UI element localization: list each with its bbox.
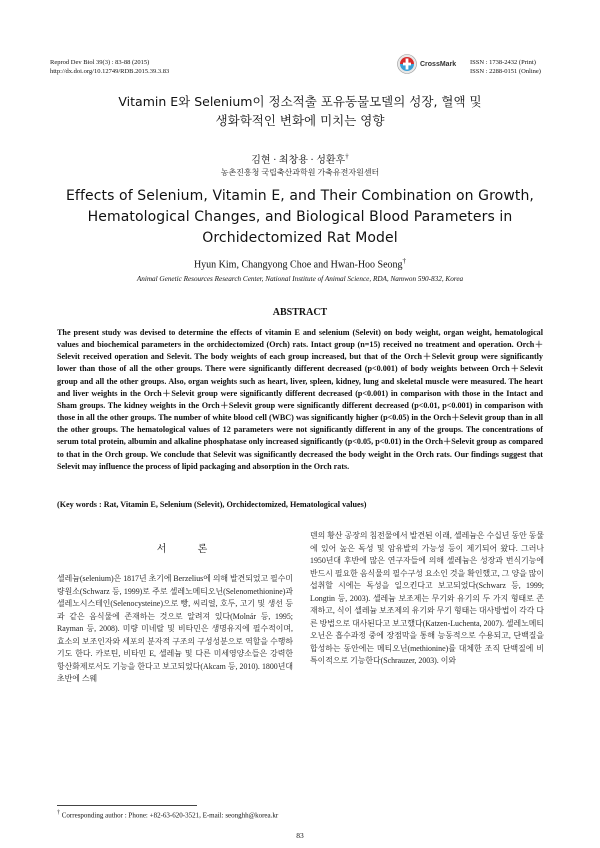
english-affiliation: Animal Genetic Resources Research Center, National Institute of Animal Science, RDA, Namwon 590-832, Korea	[136, 275, 464, 283]
crossmark-icon	[397, 54, 417, 74]
journal-header	[50, 58, 169, 76]
footnote-dagger: †	[57, 810, 60, 816]
footnote-text: Corresponding author : Phone: +82-63-620-3521, E-mail: seonghh@korea.kr	[60, 811, 279, 820]
corresponding-author-footnote	[57, 810, 278, 819]
english-authors	[50, 257, 550, 270]
keywords: (Key words : Rat, Vitamin E, Selenium (Selevit), Orchidectomized, Hematological values)	[57, 500, 367, 509]
korean-author-names: 김현 · 최창용 · 성환후	[251, 155, 346, 166]
page-number: 83	[296, 831, 304, 840]
korean-authors	[50, 151, 550, 166]
section-heading-introduction: 서 론	[156, 544, 222, 555]
issn-print: ISSN : 1738-2432 (Print)	[470, 59, 536, 66]
english-author-names: Hyun Kim, Changyong Choe and Hwan-Hoo Seong	[193, 259, 403, 271]
issn-online: ISSN : 2288-0151 (Online)	[470, 68, 541, 75]
korean-title-line-1: Vitamin E와 Selenium이 정소적출 포유동물모델의 성장, 혈액 및	[118, 94, 482, 109]
crossmark-badge[interactable]	[397, 54, 456, 74]
body-column-left: 셀레늄(selenium)은 1817년 초기에 Berzelius에 의해 발견되었고 필수미량원소(Schwarz 등, 1999)로 주로 셀레노메티오닌(Selenomethionine)과 셀레노시스테인(Selenocysteine)으로 빵, 씨리얼, 호두, 고기 및 생선 등과 같은 음식물에 존재하는 것으로 알려져 있다(Molnár 등, 1995; Rayman 등, 2008). 미량 미네랄 및 비타민은 생명유지에 필수적이며, 효소의 보조인자와 세포의 분자적 구조의 구성성분으로 역할을 수행하기도 한다. 카로틴, 비타민 E, 셀레늄 및 다른 미세영양소들은 강력한 항산화제로서도 기능을 한다고 보고되었다(Akcam 등, 2010). 1800년대 초반에 스웨	[57, 574, 293, 683]
abstract-heading: ABSTRACT	[272, 307, 328, 318]
doi-link[interactable]: http://dx.doi.org/10.12749/RDB.2015.39.3.83	[50, 68, 170, 75]
abstract-text: The present study was devised to determine the effects of vitamin E and selenium (Selevit) on body weight, organ weight, hematological values and biochemical parameters in the orchidectomized (Orch) rats. Intact group (n=15) received no treatment and operation. Orch＋Selevit received operation and Selevit. The body weights of each group increased, but that of the Orch＋Selevit group were significantly lower than those of all the other groups. There were significantly different decreased (p<0.001) of body weights between Orch＋Selevit group and all the other groups. Also, organ weights such as heart, liver, spleen, kidney, lung and skeletal muscle were measured. The heart and liver weights in the Orch＋Selevit group were significantly different decreased (p<0.001) in comparison with those in the Intact and Sham groups. The kidney weights in the Orch＋Selevit group were significantly different decreased (p<0.01, p<0.001) in comparison with those in all the other groups. The number of white blood cell (WBC) was significantly higher (p<0.05) in the Orch＋Selevit group than in all the other groups. The hematological values of 12 parameters were not significantly different in any of the groups. The concentrations of serum total protein, albumin and alkaline phosphatase only increased significantly (p<0.05, p<0.01) in the Orch＋Selevit group as compared to that in the Orch group. We conclude that Selevit was significantly decreased the body weight in the Orch rats. Our findings suggest that Selevit may influence the process of lipid packaging and absorption in the Orch rats.	[57, 328, 543, 471]
korean-affiliation: 농촌진흥청 국립축산과학원 가축유전자원센터	[220, 168, 380, 177]
english-title-line-3: Orchidectomized Rat Model	[202, 230, 398, 246]
english-author-dagger: †	[402, 257, 407, 265]
korean-author-dagger: †	[345, 152, 349, 161]
footnote-divider	[57, 805, 197, 806]
crossmark-label: CrossMark	[420, 60, 457, 68]
korean-title-line-2: 생화학적인 변화에 미치는 영향	[215, 113, 385, 128]
english-title-line-1: Effects of Selenium, Vitamin E, and Their Combination on Growth,	[65, 188, 534, 204]
body-column-right: 덴의 황산 공장의 침전물에서 발견된 이래, 셀레늄은 수십년 동안 동물에 있어 높은 독성 및 암유발의 가능성 등이 제기되어 왔다. 그러나 1950년대 후반에 많은 연구자들에 의해 셀레늄은 성장과 번식기능에 반드시 필요한 음식물의 필수구성 요소인 것을 확인했고, 그 양을 많이 섭취할 시에는 독성을 일으킨다고 보고되었다(Schwarz 등, 1999; Longtin 등, 2003). 셀레늄 보조제는 무기와 유기의 두 가지 형태로 존재하고, 식이 셀레늄 보조제의 유기와 무기 형태는 대사방법이 각각 다른 방법으로 대사된다고 보고했다(Katzen-Luchenta, 2007). 셀레노메티오닌은 흡수과정 중에 장점막을 통해 능동적으로 수용되고, 단백질을 합성하는 동안에는 메티오닌(methionine)를 대체한 조직 단백질에 비 특이적으로 기능한다(Schrauzer, 2003). 이와	[310, 531, 544, 665]
issn-block	[470, 58, 541, 76]
english-title	[50, 186, 550, 249]
english-title-line-2: Hematological Changes, and Biological Blood Parameters in	[87, 209, 513, 225]
journal-citation: Reprod Dev Biol 39(3) : 83-88 (2015)	[50, 59, 150, 66]
korean-title	[50, 92, 550, 130]
